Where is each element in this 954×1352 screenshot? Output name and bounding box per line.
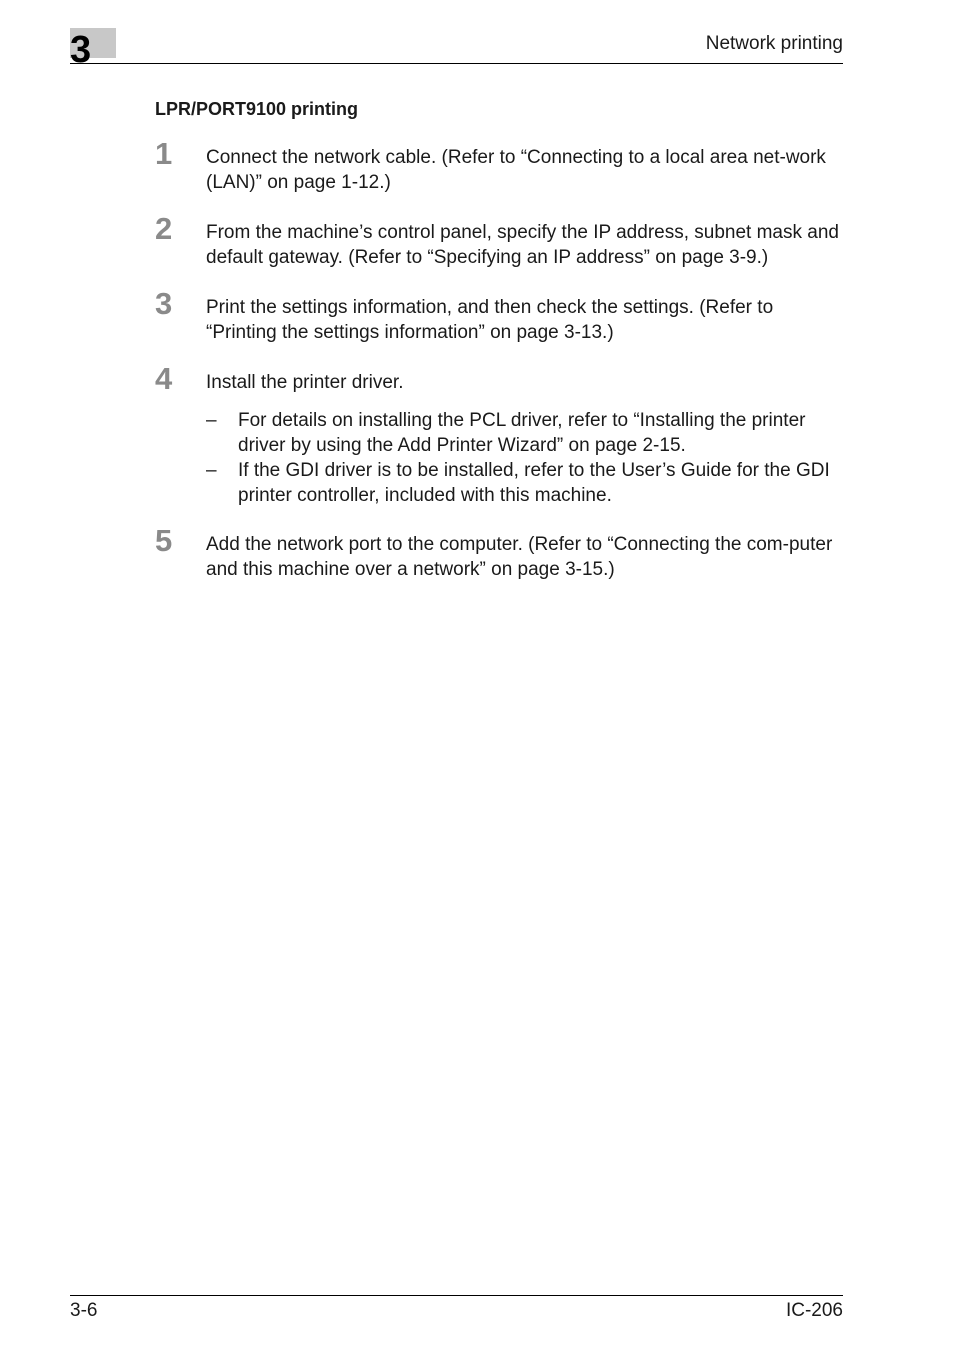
step-4 <box>155 361 845 508</box>
step-2 <box>155 211 845 270</box>
section-heading: LPR/PORT9100 printing <box>155 99 359 119</box>
dash-bullet: – <box>206 410 217 431</box>
step-number: 1 <box>155 136 173 171</box>
step-text: Install the printer driver. <box>206 372 404 393</box>
dash-bullet: – <box>206 460 217 481</box>
sub-list-item <box>206 408 845 458</box>
sub-item-text: For details on installing the PCL driver, refer to “Installing the printer driver by using the Add Printer Wizard” on page 2-15. <box>238 410 806 456</box>
header-title: Network printing <box>705 33 843 54</box>
page-number: 3-6 <box>70 1300 98 1321</box>
step-number: 4 <box>155 361 173 396</box>
step-1 <box>155 136 845 195</box>
step-text: Print the settings information, and then check the settings. (Refer to “Printing the settings information” on page 3-13.) <box>206 297 774 343</box>
header-divider <box>70 63 843 64</box>
sub-item-text: If the GDI driver is to be installed, refer to the User’s Guide for the GDI printer controller, included with this machine. <box>238 460 830 506</box>
step-3 <box>155 286 845 345</box>
footer-divider <box>70 1295 843 1296</box>
chapter-number: 3 <box>70 29 92 71</box>
step-number: 3 <box>155 286 173 321</box>
step-text: Add the network port to the computer. (Refer to “Connecting the com-puter and this machine over a network” on page 3-15.) <box>206 534 833 580</box>
step-text: Connect the network cable. (Refer to “Connecting to a local area net-work (LAN)” on page 1-12.) <box>206 147 826 193</box>
step-text: From the machine’s control panel, specify the IP address, subnet mask and default gateway. (Refer to “Specifying an IP address” on page 3-9.) <box>206 222 839 268</box>
sub-list <box>206 408 845 508</box>
step-number: 5 <box>155 523 173 558</box>
step-5 <box>155 523 845 582</box>
sub-list-item <box>206 458 845 508</box>
step-number: 2 <box>155 211 173 246</box>
model-name: IC-206 <box>785 1300 843 1321</box>
